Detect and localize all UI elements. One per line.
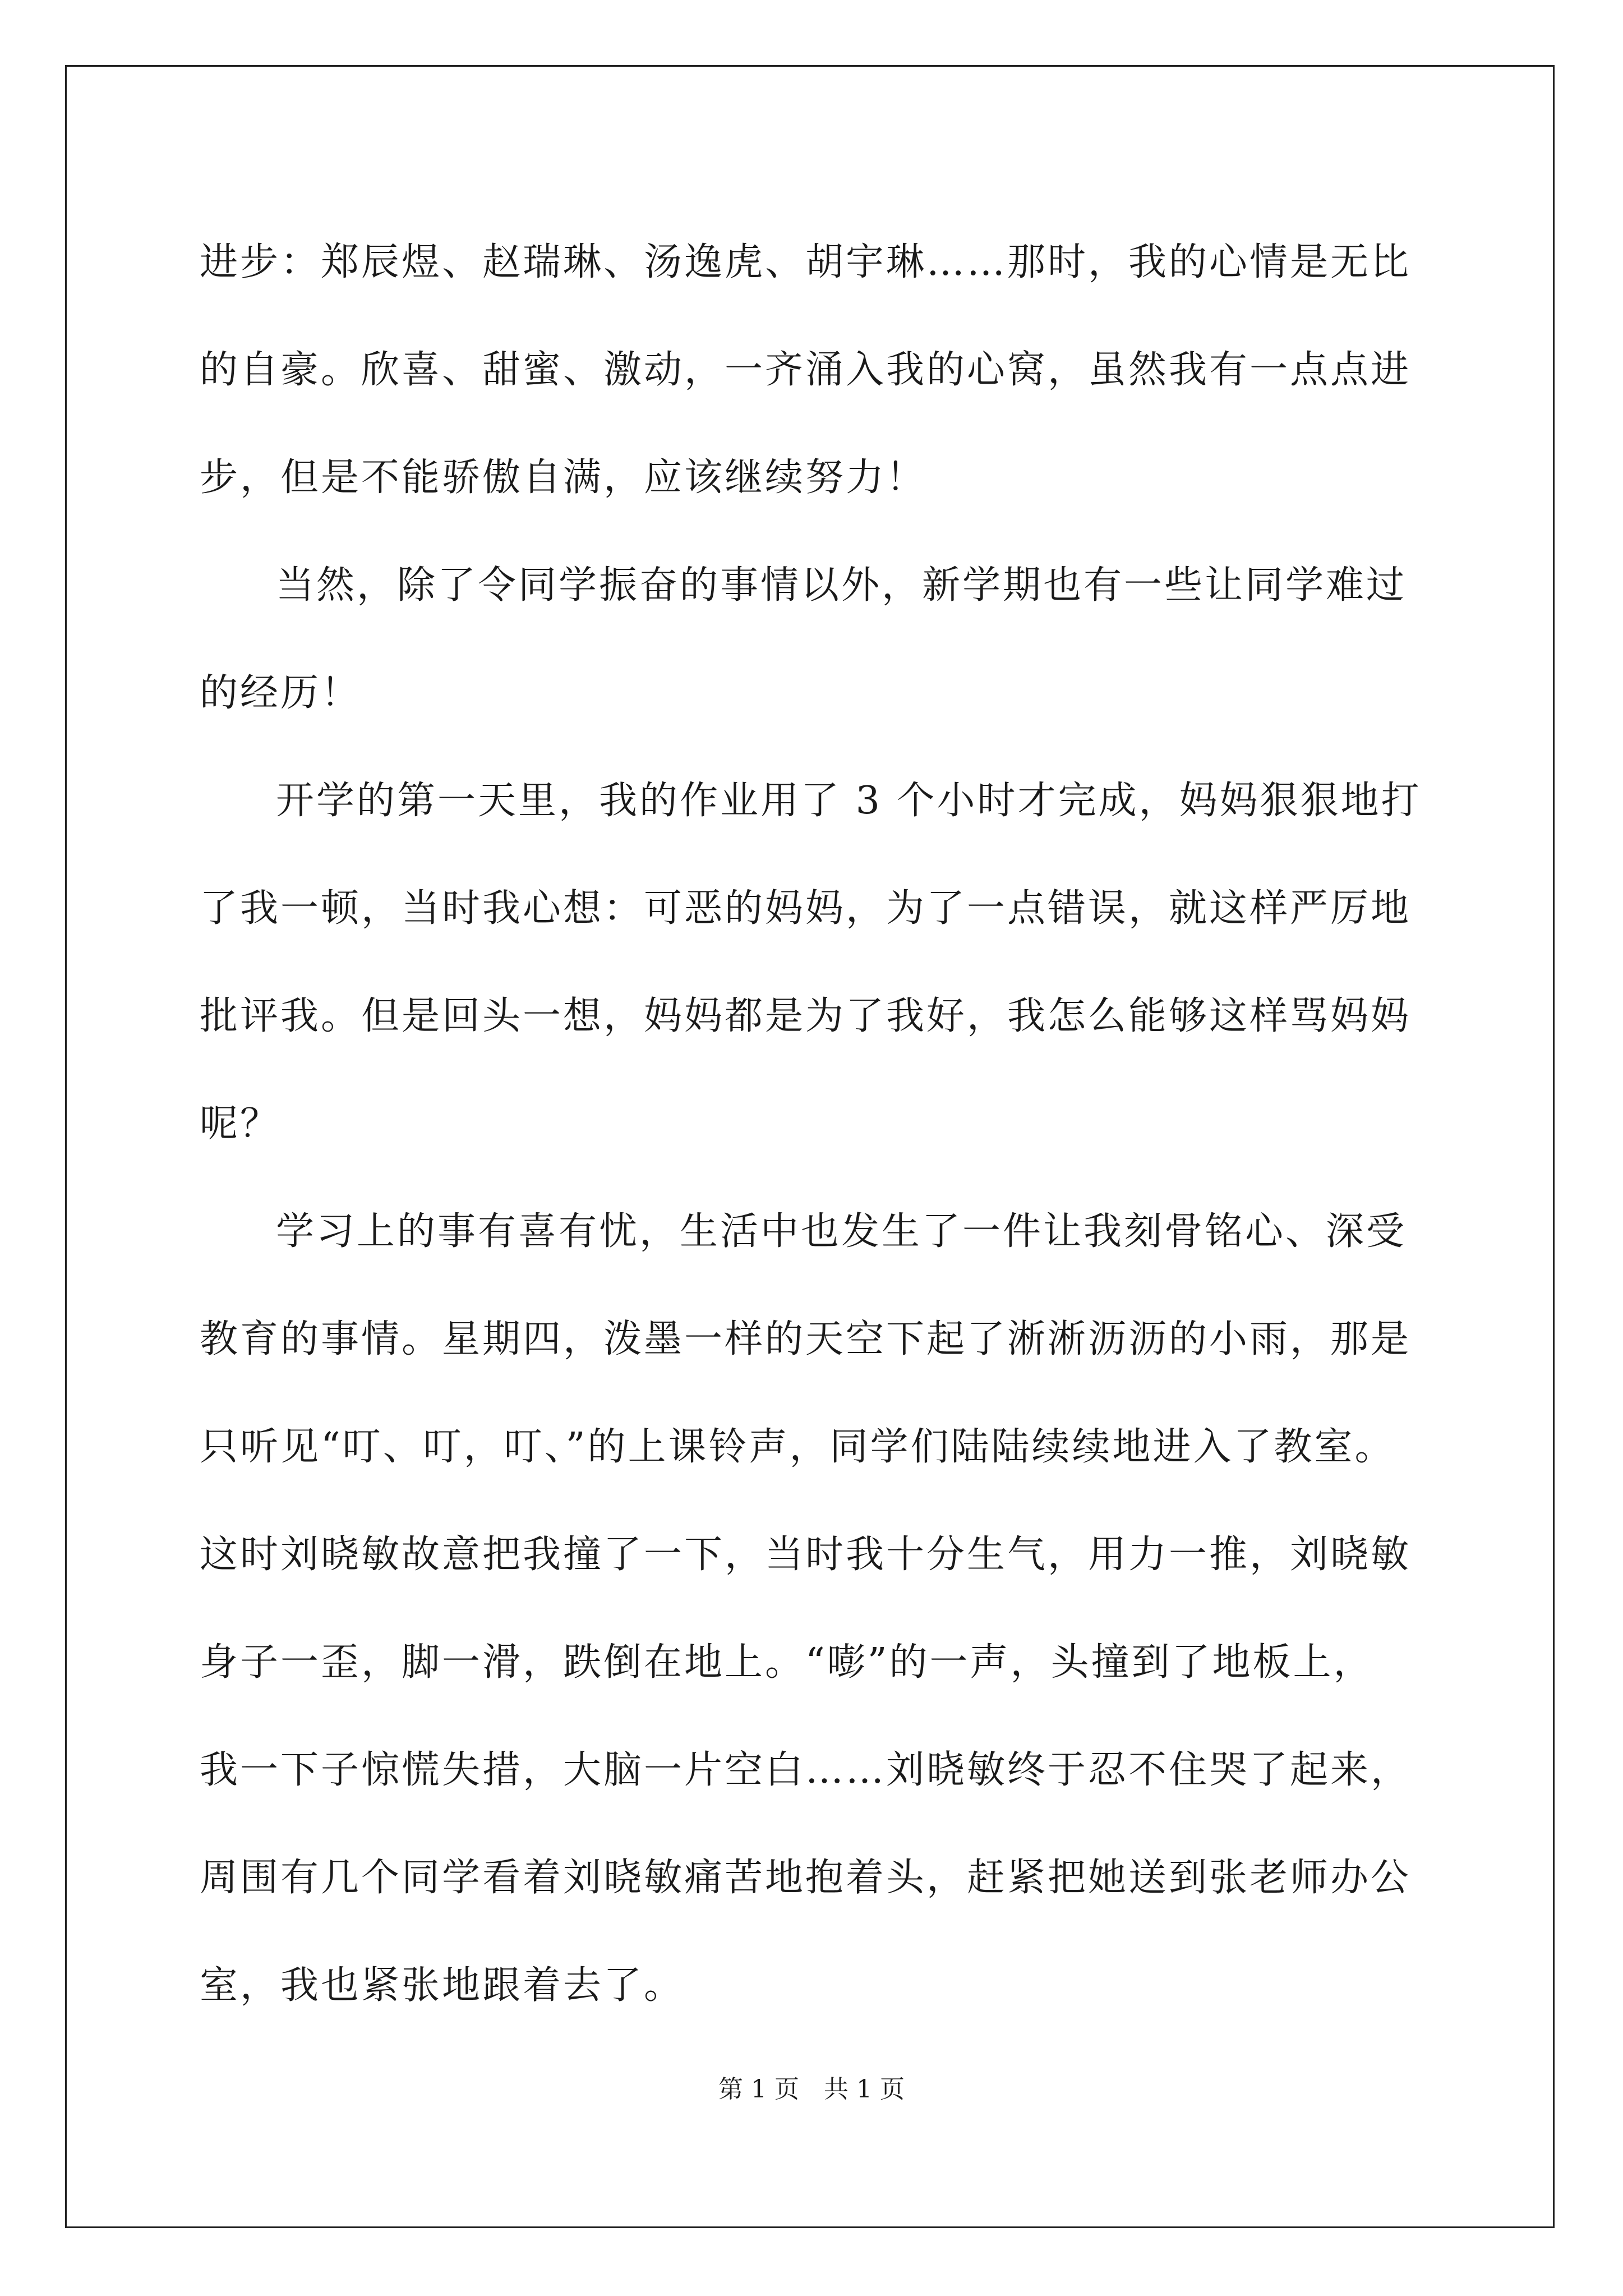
text-line: 当然，除了令同学振奋的事情以外，新学期也有一些让同学难过: [276, 563, 1407, 608]
page-number-footer: 第 1 页 共 1 页: [718, 2075, 905, 2104]
text-line: 我一下子惊慌失措，大脑一片空白……刘晓敏终于忍不住哭了起来，: [200, 1748, 1412, 1792]
text-line: 周围有几个同学看着刘晓敏痛苦地抱着头，赶紧把她送到张老师办公: [200, 1856, 1412, 1900]
text-line: 身子一歪，脚一滑，跌倒在地上。“嘭”的一声，头撞到了地板上，: [200, 1640, 1374, 1685]
text-line: 了我一顿，当时我心想：可恶的妈妈，为了一点错误，就这样严厉地: [200, 886, 1412, 931]
text-line: 呢？: [200, 1102, 281, 1146]
text-line: 的经历！: [200, 671, 362, 715]
document-body: [200, 209, 1433, 2040]
text-line: 开学的第一天里，我的作业用了 3 个小时才完成，妈妈狠狠地打: [276, 779, 1422, 823]
text-line: 这时刘晓敏故意把我撞了一下，当时我十分生气，用力一推，刘晓敏: [200, 1533, 1412, 1577]
text-line: 的自豪。欣喜、甜蜜、激动，一齐涌入我的心窝，虽然我有一点点进: [200, 348, 1412, 392]
text-line: 步，但是不能骄傲自满，应该继续努力！: [200, 455, 927, 500]
text-line: 教育的事情。星期四，泼墨一样的天空下起了淅淅沥沥的小雨，那是: [200, 1317, 1412, 1361]
text-line: 只听见“叮、叮，叮、”的上课铃声，同学们陆陆续续地进入了教室。: [200, 1425, 1395, 1469]
text-line: 进步：郑辰煜、赵瑞琳、汤逸虎、胡宇琳……那时，我的心情是无比: [200, 240, 1412, 284]
text-line: 学习上的事有喜有忧，生活中也发生了一件让我刻骨铭心、深受: [276, 1209, 1407, 1254]
text-line: 室，我也紧张地跟着去了。: [200, 1963, 685, 2008]
text-line: 批评我。但是回头一想，妈妈都是为了我好，我怎么能够这样骂妈妈: [200, 994, 1412, 1038]
